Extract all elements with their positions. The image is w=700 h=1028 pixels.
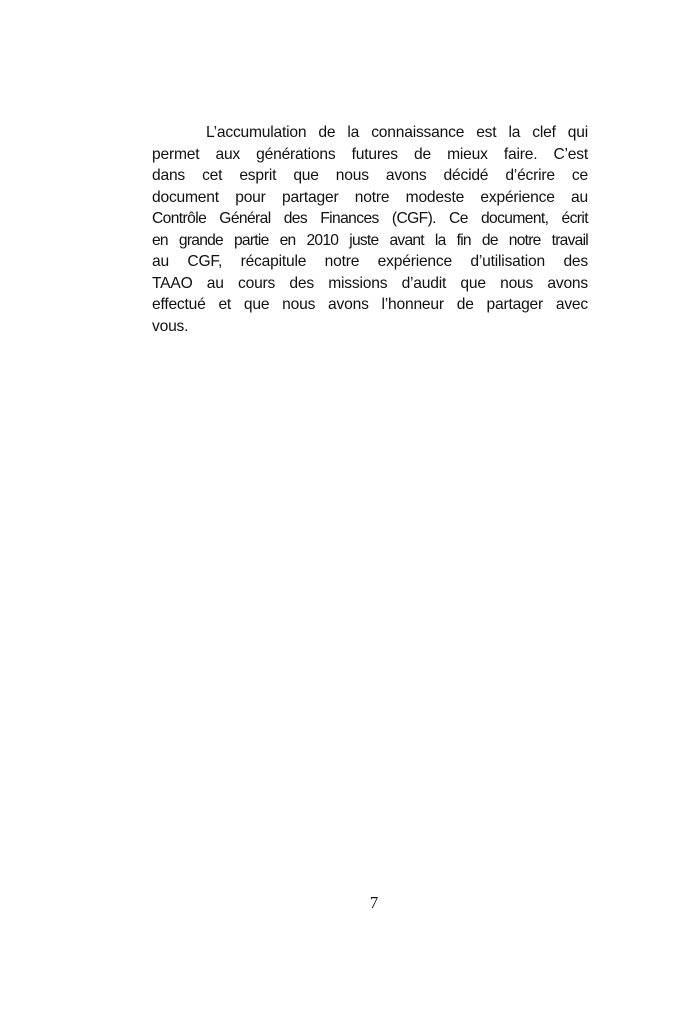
paragraph-line: permet aux générations futures de mieux faire. C’est <box>152 145 588 163</box>
body-paragraph <box>152 122 588 337</box>
paragraph-line: TAAO au cours des missions d’audit que nous avons <box>152 274 588 292</box>
paragraph-line: en grande partie en 2010 juste avant la fin de notre travail <box>152 231 588 249</box>
paragraph-line: effectué et que nous avons l’honneur de partager avec <box>152 296 588 313</box>
paragraph-line: L’accumulation de la connaissance est la clef qui <box>206 124 588 141</box>
paragraph-line: au CGF, récapitule notre expérience d’utilisation des <box>152 253 588 270</box>
paragraph-line: Contrôle Général des Finances (CGF). Ce document, écrit <box>152 210 588 227</box>
paragraph-line: document pour partager notre modeste expérience au <box>152 188 588 206</box>
page-number: 7 <box>369 893 379 912</box>
paragraph-line: dans cet esprit que nous avons décidé d’écrire ce <box>152 167 588 184</box>
paragraph-line: vous. <box>152 317 189 335</box>
